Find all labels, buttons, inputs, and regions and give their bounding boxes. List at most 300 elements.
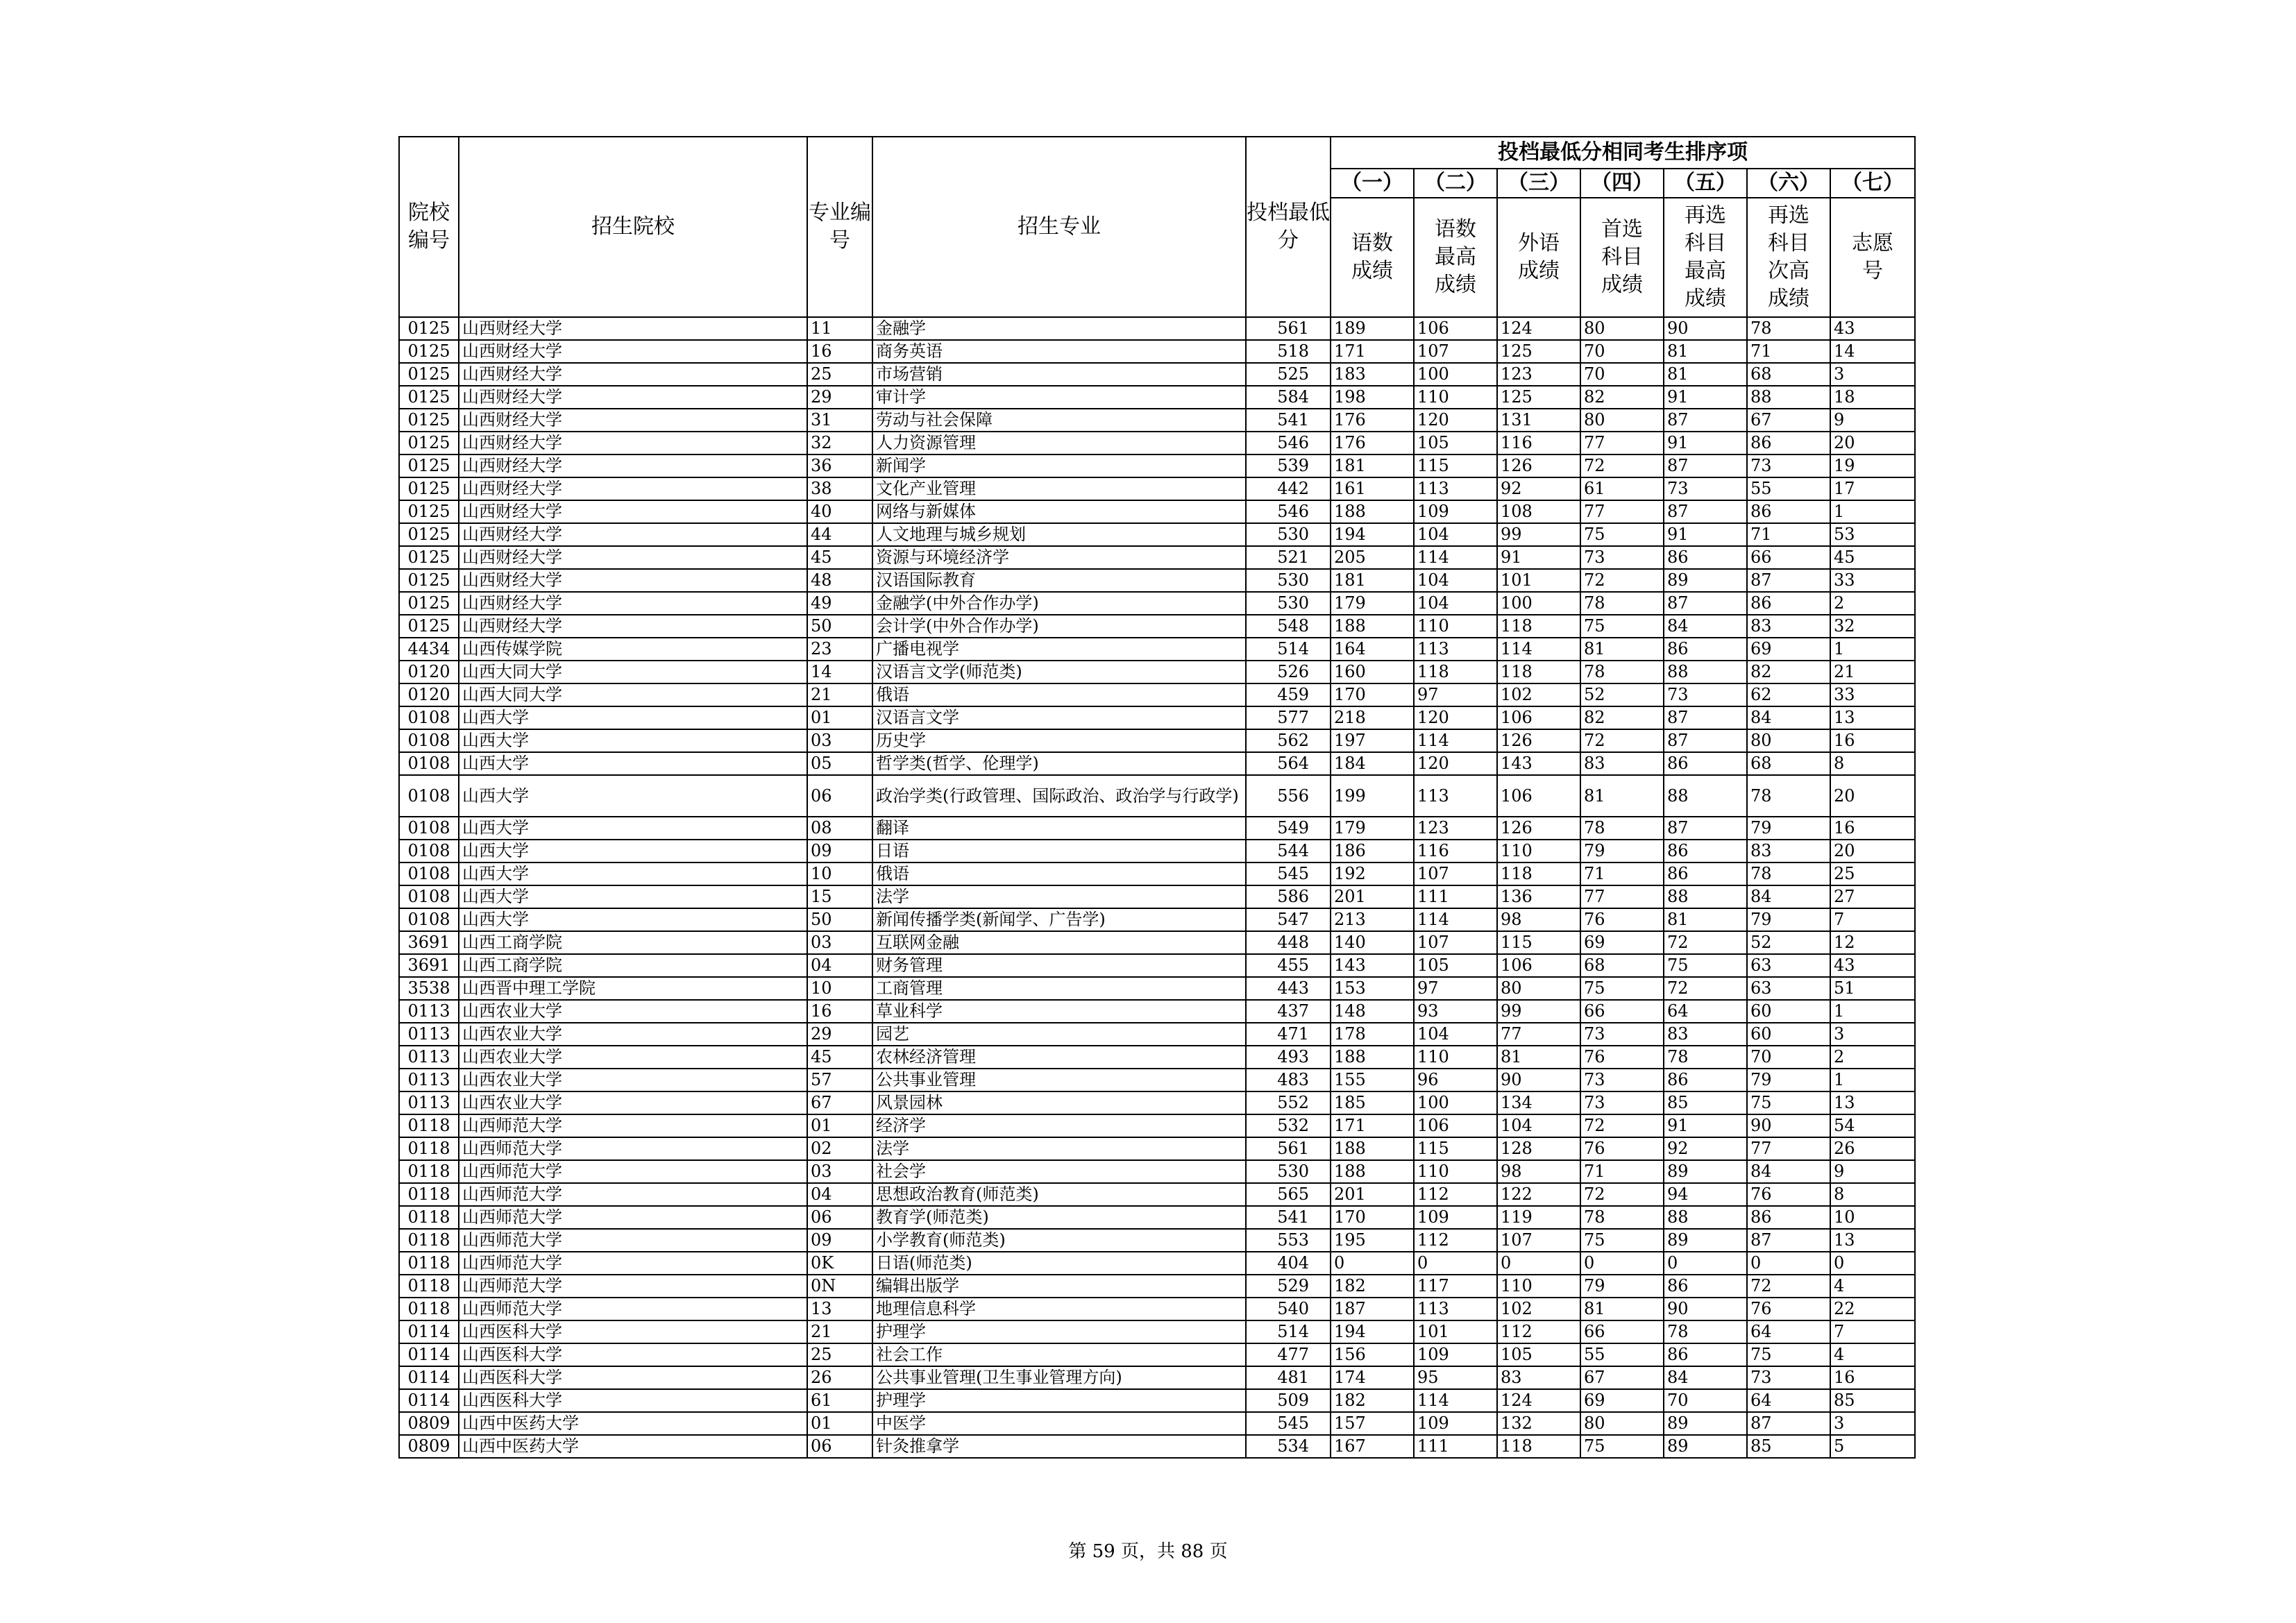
cell-school-code: 0113 (399, 1091, 459, 1114)
cell-second-subject-max: 83 (1664, 1023, 1747, 1046)
cell-chinese-math: 186 (1331, 840, 1414, 863)
cell-chinese-math: 205 (1331, 546, 1414, 569)
cell-preference-number: 19 (1830, 454, 1915, 477)
cell-chinese-math-max: 104 (1414, 569, 1497, 592)
cell-second-subject-next: 78 (1747, 775, 1830, 817)
cell-major-code: 14 (807, 661, 872, 683)
cell-preference-number: 7 (1830, 1320, 1915, 1343)
cell-min-score: 532 (1246, 1114, 1331, 1137)
cell-second-subject-max: 89 (1664, 1160, 1747, 1183)
cell-min-score: 541 (1246, 1206, 1331, 1229)
table-row (399, 977, 1915, 1000)
cell-school-code: 0125 (399, 454, 459, 477)
cell-min-score: 577 (1246, 706, 1331, 729)
cell-foreign-language: 132 (1497, 1412, 1580, 1435)
cell-chinese-math: 164 (1331, 638, 1414, 661)
cell-chinese-math: 160 (1331, 661, 1414, 683)
cell-preference-number: 22 (1830, 1298, 1915, 1320)
cell-min-score: 561 (1246, 1137, 1331, 1160)
cell-first-subject: 82 (1580, 706, 1664, 729)
cell-major-code: 29 (807, 386, 872, 409)
header-tiebreak-label: 首选科目成绩 (1580, 198, 1664, 317)
cell-preference-number: 51 (1830, 977, 1915, 1000)
cell-school-code: 0125 (399, 317, 459, 340)
cell-major-code: 09 (807, 1229, 872, 1252)
cell-first-subject: 66 (1580, 1000, 1664, 1023)
cell-second-subject-next: 69 (1747, 638, 1830, 661)
cell-chinese-math: 182 (1331, 1389, 1414, 1412)
cell-major-code: 45 (807, 1046, 872, 1069)
cell-second-subject-max: 78 (1664, 1046, 1747, 1069)
cell-second-subject-next: 79 (1747, 908, 1830, 931)
table-row (399, 1366, 1915, 1389)
cell-school-name: 山西财经大学 (459, 615, 807, 638)
cell-min-score: 565 (1246, 1183, 1331, 1206)
cell-major-name: 历史学 (872, 729, 1246, 752)
cell-major-code: 06 (807, 1206, 872, 1229)
cell-preference-number: 8 (1830, 752, 1915, 775)
cell-major-name: 草业科学 (872, 1000, 1246, 1023)
table-row (399, 363, 1915, 386)
cell-second-subject-max: 73 (1664, 683, 1747, 706)
cell-first-subject: 52 (1580, 683, 1664, 706)
cell-min-score: 540 (1246, 1298, 1331, 1320)
cell-chinese-math: 201 (1331, 885, 1414, 908)
cell-second-subject-next: 90 (1747, 1114, 1830, 1137)
cell-min-score: 545 (1246, 1412, 1331, 1435)
cell-first-subject: 73 (1580, 1069, 1664, 1091)
cell-school-code: 0113 (399, 1023, 459, 1046)
cell-min-score: 448 (1246, 931, 1331, 954)
cell-preference-number: 9 (1830, 409, 1915, 432)
cell-school-name: 山西财经大学 (459, 409, 807, 432)
cell-major-code: 23 (807, 638, 872, 661)
cell-major-code: 09 (807, 840, 872, 863)
cell-chinese-math: 178 (1331, 1023, 1414, 1046)
cell-min-score: 442 (1246, 477, 1331, 500)
cell-chinese-math-max: 104 (1414, 1023, 1497, 1046)
cell-major-name: 针灸推拿学 (872, 1435, 1246, 1458)
cell-major-code: 21 (807, 683, 872, 706)
cell-min-score: 586 (1246, 885, 1331, 908)
cell-min-score: 526 (1246, 661, 1331, 683)
cell-school-code: 0809 (399, 1435, 459, 1458)
cell-major-code: 36 (807, 454, 872, 477)
cell-preference-number: 13 (1830, 1091, 1915, 1114)
cell-second-subject-next: 60 (1747, 1000, 1830, 1023)
table-header (399, 137, 1915, 317)
cell-first-subject: 78 (1580, 661, 1664, 683)
cell-major-name: 汉语言文学(师范类) (872, 661, 1246, 683)
cell-preference-number: 8 (1830, 1183, 1915, 1206)
cell-major-name: 广播电视学 (872, 638, 1246, 661)
header-school-code: 院校编号 (399, 137, 459, 317)
cell-chinese-math: 156 (1331, 1343, 1414, 1366)
cell-chinese-math-max: 116 (1414, 840, 1497, 863)
cell-second-subject-next: 88 (1747, 386, 1830, 409)
cell-major-code: 21 (807, 1320, 872, 1343)
cell-chinese-math-max: 100 (1414, 363, 1497, 386)
cell-school-code: 0118 (399, 1229, 459, 1252)
cell-preference-number: 20 (1830, 432, 1915, 454)
table-row (399, 840, 1915, 863)
cell-school-name: 山西大学 (459, 863, 807, 885)
cell-chinese-math-max: 97 (1414, 683, 1497, 706)
cell-major-name: 俄语 (872, 863, 1246, 885)
cell-min-score: 471 (1246, 1023, 1331, 1046)
cell-first-subject: 73 (1580, 546, 1664, 569)
cell-min-score: 530 (1246, 569, 1331, 592)
cell-school-code: 0108 (399, 863, 459, 885)
cell-major-name: 翻译 (872, 817, 1246, 840)
cell-major-name: 文化产业管理 (872, 477, 1246, 500)
cell-chinese-math-max: 114 (1414, 1389, 1497, 1412)
cell-second-subject-max: 88 (1664, 1206, 1747, 1229)
cell-chinese-math-max: 111 (1414, 885, 1497, 908)
cell-chinese-math-max: 97 (1414, 977, 1497, 1000)
cell-major-name: 商务英语 (872, 340, 1246, 363)
cell-second-subject-max: 90 (1664, 1298, 1747, 1320)
cell-major-code: 44 (807, 523, 872, 546)
table-row (399, 432, 1915, 454)
cell-second-subject-max: 91 (1664, 1114, 1747, 1137)
cell-major-name: 法学 (872, 1137, 1246, 1160)
cell-second-subject-next: 86 (1747, 592, 1830, 615)
cell-second-subject-max: 85 (1664, 1091, 1747, 1114)
cell-first-subject: 0 (1580, 1252, 1664, 1275)
cell-preference-number: 1 (1830, 500, 1915, 523)
cell-first-subject: 70 (1580, 363, 1664, 386)
cell-foreign-language: 131 (1497, 409, 1580, 432)
cell-second-subject-max: 0 (1664, 1252, 1747, 1275)
table-row (399, 340, 1915, 363)
cell-school-name: 山西财经大学 (459, 500, 807, 523)
cell-school-code: 0118 (399, 1137, 459, 1160)
cell-second-subject-max: 84 (1664, 1366, 1747, 1389)
cell-second-subject-max: 70 (1664, 1389, 1747, 1412)
cell-school-code: 0125 (399, 386, 459, 409)
cell-school-name: 山西医科大学 (459, 1320, 807, 1343)
cell-major-code: 38 (807, 477, 872, 500)
table-row (399, 569, 1915, 592)
cell-preference-number: 9 (1830, 1160, 1915, 1183)
cell-foreign-language: 114 (1497, 638, 1580, 661)
cell-chinese-math-max: 113 (1414, 1298, 1497, 1320)
cell-chinese-math-max: 110 (1414, 1160, 1497, 1183)
cell-min-score: 509 (1246, 1389, 1331, 1412)
cell-chinese-math-max: 120 (1414, 706, 1497, 729)
cell-school-code: 0113 (399, 1000, 459, 1023)
table-row (399, 1046, 1915, 1069)
cell-second-subject-max: 87 (1664, 409, 1747, 432)
cell-foreign-language: 125 (1497, 386, 1580, 409)
cell-school-name: 山西财经大学 (459, 363, 807, 386)
cell-school-code: 0118 (399, 1275, 459, 1298)
cell-school-name: 山西中医药大学 (459, 1435, 807, 1458)
table-row (399, 317, 1915, 340)
cell-school-name: 山西财经大学 (459, 340, 807, 363)
cell-school-name: 山西大学 (459, 729, 807, 752)
cell-preference-number: 25 (1830, 863, 1915, 885)
cell-school-name: 山西农业大学 (459, 1091, 807, 1114)
cell-school-code: 3538 (399, 977, 459, 1000)
cell-foreign-language: 126 (1497, 729, 1580, 752)
cell-major-name: 地理信息科学 (872, 1298, 1246, 1320)
cell-min-score: 564 (1246, 752, 1331, 775)
cell-school-code: 0125 (399, 477, 459, 500)
cell-second-subject-max: 88 (1664, 775, 1747, 817)
cell-school-code: 0113 (399, 1069, 459, 1091)
cell-school-code: 0108 (399, 775, 459, 817)
table-row (399, 931, 1915, 954)
cell-major-name: 风景园林 (872, 1091, 1246, 1114)
cell-foreign-language: 0 (1497, 1252, 1580, 1275)
cell-second-subject-max: 78 (1664, 1320, 1747, 1343)
cell-school-code: 0114 (399, 1343, 459, 1366)
cell-chinese-math: 155 (1331, 1069, 1414, 1091)
cell-school-name: 山西大学 (459, 817, 807, 840)
cell-second-subject-max: 72 (1664, 977, 1747, 1000)
cell-chinese-math-max: 115 (1414, 1137, 1497, 1160)
cell-major-name: 审计学 (872, 386, 1246, 409)
cell-chinese-math: 182 (1331, 1275, 1414, 1298)
cell-school-name: 山西医科大学 (459, 1343, 807, 1366)
cell-foreign-language: 106 (1497, 706, 1580, 729)
cell-major-code: 02 (807, 1137, 872, 1160)
table-row (399, 1000, 1915, 1023)
cell-school-code: 0108 (399, 817, 459, 840)
table-row (399, 477, 1915, 500)
cell-chinese-math-max: 0 (1414, 1252, 1497, 1275)
cell-school-code: 0125 (399, 615, 459, 638)
cell-school-code: 0120 (399, 683, 459, 706)
cell-min-score: 534 (1246, 1435, 1331, 1458)
cell-preference-number: 20 (1830, 775, 1915, 817)
cell-school-name: 山西师范大学 (459, 1160, 807, 1183)
table-row (399, 863, 1915, 885)
cell-foreign-language: 98 (1497, 908, 1580, 931)
cell-school-code: 0118 (399, 1114, 459, 1137)
cell-school-code: 0125 (399, 500, 459, 523)
cell-first-subject: 72 (1580, 729, 1664, 752)
cell-major-name: 俄语 (872, 683, 1246, 706)
cell-major-name: 中医学 (872, 1412, 1246, 1435)
cell-major-code: 15 (807, 885, 872, 908)
cell-foreign-language: 108 (1497, 500, 1580, 523)
cell-chinese-math-max: 110 (1414, 386, 1497, 409)
cell-major-code: 48 (807, 569, 872, 592)
cell-major-code: 03 (807, 931, 872, 954)
cell-min-score: 518 (1246, 340, 1331, 363)
cell-chinese-math-max: 109 (1414, 500, 1497, 523)
cell-chinese-math: 185 (1331, 1091, 1414, 1114)
cell-chinese-math-max: 95 (1414, 1366, 1497, 1389)
cell-first-subject: 75 (1580, 1229, 1664, 1252)
cell-second-subject-next: 84 (1747, 706, 1830, 729)
cell-min-score: 539 (1246, 454, 1331, 477)
cell-school-name: 山西大同大学 (459, 661, 807, 683)
cell-second-subject-max: 81 (1664, 363, 1747, 386)
cell-second-subject-max: 92 (1664, 1137, 1747, 1160)
cell-major-name: 社会学 (872, 1160, 1246, 1183)
cell-preference-number: 33 (1830, 683, 1915, 706)
table-row (399, 1435, 1915, 1458)
cell-chinese-math: 157 (1331, 1412, 1414, 1435)
cell-chinese-math: 153 (1331, 977, 1414, 1000)
cell-first-subject: 78 (1580, 592, 1664, 615)
cell-chinese-math-max: 96 (1414, 1069, 1497, 1091)
cell-school-code: 0125 (399, 569, 459, 592)
cell-chinese-math: 218 (1331, 706, 1414, 729)
cell-chinese-math-max: 120 (1414, 752, 1497, 775)
cell-school-name: 山西大学 (459, 885, 807, 908)
table-row (399, 615, 1915, 638)
cell-second-subject-next: 64 (1747, 1389, 1830, 1412)
cell-first-subject: 75 (1580, 615, 1664, 638)
cell-major-code: 11 (807, 317, 872, 340)
cell-min-score: 521 (1246, 546, 1331, 569)
cell-preference-number: 20 (1830, 840, 1915, 863)
table-row (399, 454, 1915, 477)
cell-second-subject-next: 84 (1747, 1160, 1830, 1183)
table-row (399, 954, 1915, 977)
table-row (399, 1389, 1915, 1412)
cell-chinese-math-max: 101 (1414, 1320, 1497, 1343)
cell-first-subject: 76 (1580, 1046, 1664, 1069)
cell-min-score: 481 (1246, 1366, 1331, 1389)
cell-chinese-math-max: 106 (1414, 1114, 1497, 1137)
header-tiebreak-label: 语数成绩 (1331, 198, 1414, 317)
cell-school-name: 山西医科大学 (459, 1366, 807, 1389)
cell-min-score: 584 (1246, 386, 1331, 409)
cell-major-name: 公共事业管理(卫生事业管理方向) (872, 1366, 1246, 1389)
cell-second-subject-next: 86 (1747, 500, 1830, 523)
cell-school-code: 0118 (399, 1160, 459, 1183)
cell-school-code: 0118 (399, 1206, 459, 1229)
cell-major-code: 49 (807, 592, 872, 615)
cell-school-name: 山西医科大学 (459, 1389, 807, 1412)
cell-chinese-math: 143 (1331, 954, 1414, 977)
cell-foreign-language: 83 (1497, 1366, 1580, 1389)
table-row (399, 908, 1915, 931)
cell-major-code: 01 (807, 1114, 872, 1137)
cell-foreign-language: 126 (1497, 817, 1580, 840)
cell-school-code: 0120 (399, 661, 459, 683)
cell-chinese-math: 171 (1331, 1114, 1414, 1137)
cell-preference-number: 16 (1830, 817, 1915, 840)
cell-major-name: 会计学(中外合作办学) (872, 615, 1246, 638)
cell-foreign-language: 92 (1497, 477, 1580, 500)
cell-foreign-language: 118 (1497, 661, 1580, 683)
cell-min-score: 549 (1246, 817, 1331, 840)
cell-chinese-math: 194 (1331, 1320, 1414, 1343)
cell-first-subject: 68 (1580, 954, 1664, 977)
cell-foreign-language: 124 (1497, 1389, 1580, 1412)
cell-foreign-language: 105 (1497, 1343, 1580, 1366)
admission-score-table (398, 136, 1916, 1459)
cell-first-subject: 61 (1580, 477, 1664, 500)
cell-major-name: 公共事业管理 (872, 1069, 1246, 1091)
cell-preference-number: 0 (1830, 1252, 1915, 1275)
cell-chinese-math-max: 107 (1414, 863, 1497, 885)
cell-major-name: 社会工作 (872, 1343, 1246, 1366)
cell-chinese-math: 170 (1331, 1206, 1414, 1229)
cell-school-name: 山西晋中理工学院 (459, 977, 807, 1000)
cell-major-code: 31 (807, 409, 872, 432)
cell-school-code: 0108 (399, 706, 459, 729)
table-row (399, 500, 1915, 523)
cell-school-name: 山西大学 (459, 752, 807, 775)
cell-school-name: 山西大学 (459, 840, 807, 863)
cell-second-subject-max: 86 (1664, 1275, 1747, 1298)
cell-second-subject-max: 87 (1664, 706, 1747, 729)
cell-chinese-math-max: 109 (1414, 1343, 1497, 1366)
cell-first-subject: 72 (1580, 569, 1664, 592)
cell-min-score: 562 (1246, 729, 1331, 752)
cell-school-code: 0125 (399, 340, 459, 363)
cell-first-subject: 71 (1580, 1160, 1664, 1183)
cell-second-subject-max: 73 (1664, 477, 1747, 500)
cell-min-score: 556 (1246, 775, 1331, 817)
cell-major-name: 日语 (872, 840, 1246, 863)
table-row (399, 1137, 1915, 1160)
cell-foreign-language: 102 (1497, 683, 1580, 706)
cell-foreign-language: 102 (1497, 1298, 1580, 1320)
header-tiebreak-label: 外语成绩 (1497, 198, 1580, 317)
table-row (399, 752, 1915, 775)
cell-second-subject-next: 71 (1747, 340, 1830, 363)
header-major-name: 招生专业 (872, 137, 1246, 317)
cell-foreign-language: 126 (1497, 454, 1580, 477)
cell-min-score: 493 (1246, 1046, 1331, 1069)
cell-second-subject-next: 76 (1747, 1183, 1830, 1206)
cell-major-name: 汉语言文学 (872, 706, 1246, 729)
cell-second-subject-next: 63 (1747, 977, 1830, 1000)
cell-school-code: 0125 (399, 432, 459, 454)
cell-first-subject: 83 (1580, 752, 1664, 775)
cell-foreign-language: 90 (1497, 1069, 1580, 1091)
cell-second-subject-next: 73 (1747, 1366, 1830, 1389)
cell-school-name: 山西大同大学 (459, 683, 807, 706)
cell-major-name: 政治学类(行政管理、国际政治、政治学与行政学) (872, 775, 1246, 817)
cell-chinese-math: 188 (1331, 615, 1414, 638)
cell-major-name: 护理学 (872, 1320, 1246, 1343)
cell-major-code: 13 (807, 1298, 872, 1320)
cell-major-code: 50 (807, 615, 872, 638)
cell-chinese-math: 171 (1331, 340, 1414, 363)
cell-chinese-math: 170 (1331, 683, 1414, 706)
cell-chinese-math-max: 104 (1414, 523, 1497, 546)
table-row (399, 1229, 1915, 1252)
cell-min-score: 404 (1246, 1252, 1331, 1275)
cell-second-subject-max: 64 (1664, 1000, 1747, 1023)
cell-second-subject-next: 55 (1747, 477, 1830, 500)
cell-first-subject: 77 (1580, 432, 1664, 454)
cell-second-subject-max: 88 (1664, 885, 1747, 908)
cell-min-score: 514 (1246, 638, 1331, 661)
cell-major-code: 0K (807, 1252, 872, 1275)
cell-first-subject: 75 (1580, 1435, 1664, 1458)
cell-second-subject-next: 87 (1747, 1412, 1830, 1435)
cell-second-subject-max: 84 (1664, 615, 1747, 638)
cell-school-name: 山西工商学院 (459, 931, 807, 954)
cell-min-score: 530 (1246, 523, 1331, 546)
cell-chinese-math-max: 110 (1414, 615, 1497, 638)
cell-school-code: 0108 (399, 752, 459, 775)
cell-school-code: 3691 (399, 931, 459, 954)
table-row (399, 1091, 1915, 1114)
cell-preference-number: 27 (1830, 885, 1915, 908)
